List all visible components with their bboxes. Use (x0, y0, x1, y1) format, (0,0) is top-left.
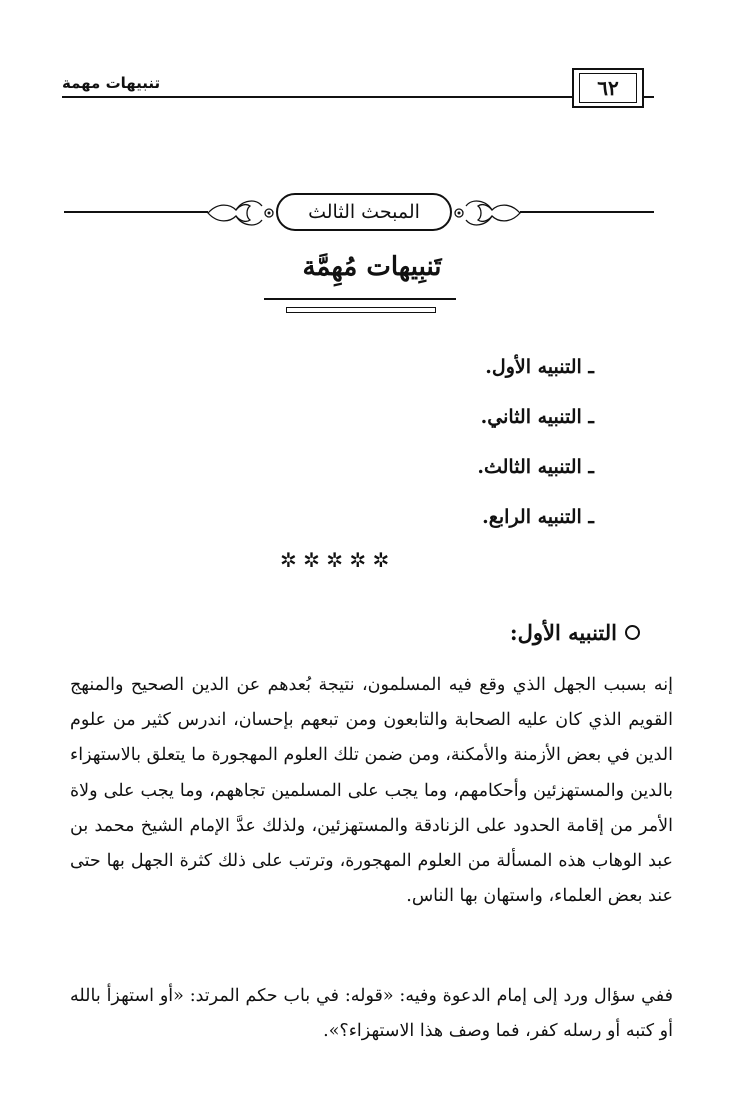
banner-rule-right (520, 211, 654, 213)
circle-bullet-icon (625, 625, 640, 640)
section-heading (510, 620, 640, 645)
list-item: ـ التنبيه الثالث. (477, 456, 594, 478)
title-underline-bar (286, 307, 436, 313)
section-heading-text: التنبيه الأول: (509, 620, 617, 645)
list-item: ـ التنبيه الأول. (485, 356, 594, 378)
body-paragraph: ففي سؤال ورد إلى إمام الدعوة وفيه: «قوله: في باب حكم المرتد: «أو استهزأ بالله أو كتبه أو رسله كفر، فما وصف هذا الاستهزاء؟». (70, 986, 673, 1042)
page-number: ٦٢ (579, 73, 637, 103)
floral-ornament-icon (452, 196, 522, 230)
list-item: ـ التنبيه الرابع. (482, 506, 594, 528)
star-separator: ✲ ✲ ✲ ✲ ✲ (280, 548, 390, 572)
floral-ornament-icon (206, 196, 276, 230)
page-number-box (572, 68, 644, 108)
running-title: تنبيهات مهمة (62, 74, 161, 92)
body-paragraph: إنه بسبب الجهل الذي وقع فيه المسلمون، نتيجة بُعدهم عن الدين الصحيح والمنهج القويم الذي كان عليه الصحابة والتابعون ومن تبعهم بإحسان، اندرس كثير من علوم الدين في بعض الأزمنة والأمكنة، ومن ضمن تلك العلوم المهجورة ما يتعلق بالاستهزاء بالدين والمستهزئين وأحكامهم، وما يجب على المسلمين تجاههم، وما يجب على ولاة الأمر من إقامة الحدود على الزنادقة والمستهزئين، ولذلك عدَّ الإمام الشيخ محمد بن عبد الوهاب هذه المسألة من العلوم المهجورة، وترتب على ذلك كثرة الجهل بها حتى عند بعض العلماء، واستهان بها الناس. (70, 675, 673, 907)
banner-rule-left (64, 211, 208, 213)
page-title: تَنبِيهات مُهِمَّة (302, 252, 442, 282)
header-rule (62, 96, 654, 98)
section-banner-label: المبحث الثالث (276, 193, 452, 231)
title-underline (264, 298, 456, 300)
list-item: ـ التنبيه الثاني. (480, 406, 594, 428)
notes-list (477, 352, 594, 552)
